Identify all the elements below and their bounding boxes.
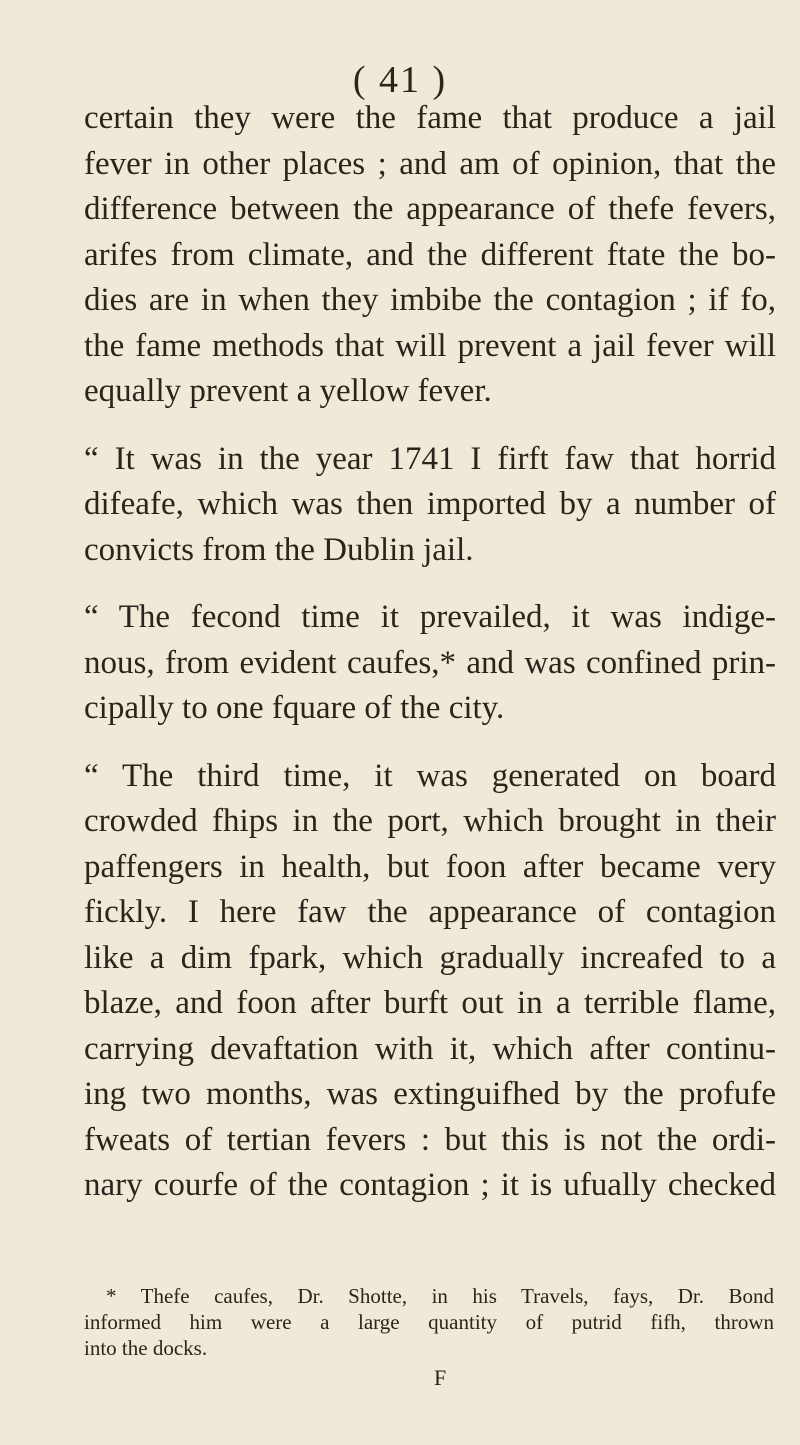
text-line: “ The third time, it was generated on board xyxy=(84,757,776,794)
text-line: “ It was in the year 1741 I firft faw that horrid xyxy=(84,440,776,477)
footnote xyxy=(84,1283,774,1361)
paragraph xyxy=(84,754,776,1209)
page-number: ( 41 ) xyxy=(352,59,448,101)
text-line: dies are in when they imbibe the contagion ; if fo, xyxy=(84,282,776,318)
text-line: blaze, and foon after burft out in a terrible flame, xyxy=(84,985,776,1021)
footnote-line: informed him were a large quantity of putrid fifh, thrown xyxy=(84,1310,774,1334)
text-line: difference between the appearance of thefe fevers, xyxy=(84,191,776,227)
paragraph xyxy=(84,595,776,732)
footnote-line: * Thefe caufes, Dr. Shotte, in his Travels, fays, Dr. Bond xyxy=(106,1284,774,1308)
footnote-line: into the docks. xyxy=(84,1336,208,1360)
text-line: certain they were the fame that produce a jail xyxy=(84,100,776,136)
text-line: fickly. I here faw the appearance of contagion xyxy=(84,894,776,930)
text-line: cipally to one fquare of the city. xyxy=(84,690,505,726)
text-line: nary courfe of the contagion ; it is ufually checked xyxy=(84,1167,776,1203)
body-text xyxy=(84,96,776,1209)
text-line: paffengers in health, but foon after became very xyxy=(84,848,776,885)
paragraph xyxy=(84,437,776,574)
text-line: difeafe, which was then imported by a number of xyxy=(84,486,776,522)
text-line: ing two months, was extinguifhed by the profufe xyxy=(84,1076,776,1112)
text-line: crowded fhips in the port, which brought in their xyxy=(84,803,776,839)
text-line: nous, from evident caufes,* and was confined prin- xyxy=(84,644,776,681)
text-line: carrying devaftation with it, which after continu- xyxy=(84,1030,776,1067)
text-line: equally prevent a yellow fever. xyxy=(84,373,492,409)
text-line: arifes from climate, and the different ftate the bo- xyxy=(84,236,776,273)
catchword: F xyxy=(434,1365,447,1390)
paragraph xyxy=(84,96,776,415)
text-line: fweats of tertian fevers : but this is not the ordi- xyxy=(84,1121,776,1158)
text-line: “ The fecond time it prevailed, it was indige- xyxy=(84,599,776,635)
text-line: like a dim fpark, which gradually increafed to a xyxy=(84,939,776,976)
text-line: fever in other places ; and am of opinion, that the xyxy=(84,145,776,182)
text-line: the fame methods that will prevent a jail fever will xyxy=(84,327,776,364)
text-line: convicts from the Dublin jail. xyxy=(84,531,474,568)
